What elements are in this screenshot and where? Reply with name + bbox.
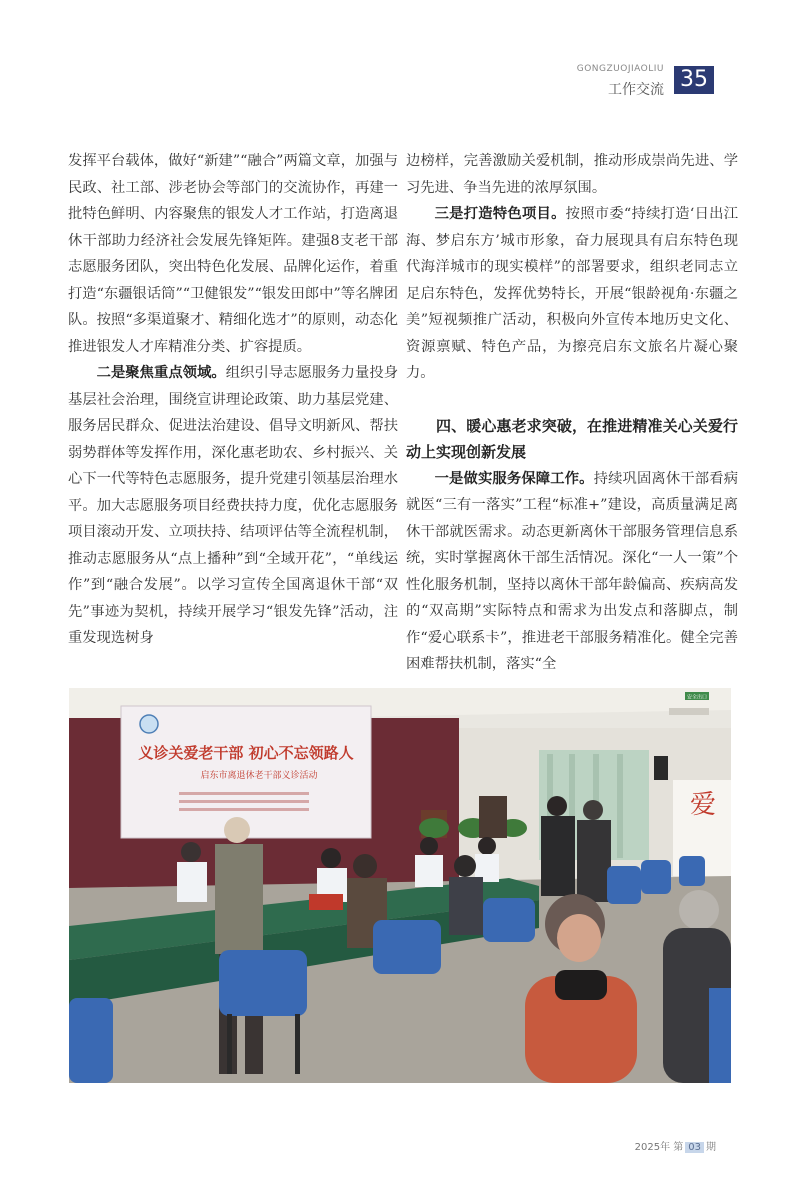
svg-text:爱: 爱 — [689, 790, 717, 820]
page-number: 35 — [674, 66, 714, 94]
paragraph-lead: 三是打造特色项目。 — [434, 206, 566, 222]
paragraph-featured-projects — [406, 201, 738, 387]
paragraph-body: 按照市委“持续打造‘日出江海、梦启东方’城市形象，奋力展现具有启东特色现代海洋城市的现实模样”的部署要求，组织老同志立足启东特色，发挥优势特长，开展“银龄视角·东疆之美”短视频推广活动，积极向外宣传本地历史文化、资源禀赋、特色产品，为擦亮启东文旅名片凝心聚力。 — [406, 206, 738, 381]
paragraph-service-guarantee — [406, 466, 738, 678]
footer-year: 2025年 — [634, 1142, 671, 1153]
page-footer — [635, 1138, 716, 1153]
paragraph-body: 组织引导志愿服务力量投身基层社会治理，围绕宣讲理论政策、助力基层党建、服务居民群众、促进法治建设、倡导文明新风、帮扶弱势群体等发挥作用，深化惠老助农、乡村振兴、关心下一代等特色志愿服务，提升党建引领基层治理水平。加大志愿服务项目经费扶持力度，优化志愿服务项目滚动开发、立项扶持、结项评估等全流程机制，推动志愿服务从“点上播种”到“全域开花”，“单线运作”到“融合发展”。以学习宣传全国离退休干部“双先”事迹为契机，持续开展学习“银发先锋”活动，注重发现选树身 — [68, 365, 399, 646]
svg-text:安全出口: 安全出口 — [686, 694, 708, 701]
right-column — [406, 148, 738, 678]
section-title: 工作交流 — [608, 82, 664, 98]
footer-qi-suffix: 期 — [706, 1142, 716, 1153]
paragraph-focus-areas — [68, 360, 398, 652]
paragraph-body: 持续巩固离休干部看病就医“三有一落实”工程“标准+”建设，高质量满足离休干部就医需求。动态更新离休干部服务管理信息系统，实时掌握离休干部生活情况。深化“一人一策”个性化服务机制，坚持以离休干部年龄偏高、疾病高发的“双高期”实际特点和需求为出发点和落脚点，制作“爱心联系卡”，推进老干部服务精准化。健全完善困难帮扶机制，落实“全 — [406, 470, 739, 672]
photo-illustration — [69, 688, 731, 1083]
section-pinyin: GONGZUOJIAOLIU — [576, 64, 664, 74]
issue-number: 03 — [685, 1142, 704, 1153]
paragraph-continued: 边榜样，完善激励关爱机制，推动形成崇尚先进、学习先进、争当先进的浓厚氛围。 — [406, 153, 738, 196]
paragraph-lead: 二是聚焦重点领域。 — [96, 365, 226, 381]
footer-qi-prefix: 第 — [673, 1142, 684, 1153]
banner-subtitle: 启东市离退休老干部义诊活动 — [200, 771, 318, 781]
paragraph-continued: 发挥平台载体，做好“新建”“融合”两篇文章，加强与民政、社工部、涉老协会等部门的交流协作，再建一批特色鲜明、内容聚焦的银发人才工作站，打造离退休干部助力经济社会发展先锋矩阵。建强8支老干部志愿服务团队，突出特色化发展、品牌化运作，着重打造“东疆银话筒”“卫健银发”“银发田郎中”等名牌团队。按照“多渠道聚才、精细化选才”的原则，动态化推进银发人才库精准分类、扩容提质。 — [68, 153, 398, 355]
section-heading: 四、暖心惠老求突破，在推进精准关心关爱行动上实现创新发展 — [406, 416, 738, 461]
paragraph-lead: 一是做实服务保障工作。 — [434, 470, 594, 487]
banner-title: 义诊关爱老干部 初心不忘领路人 — [138, 744, 354, 762]
event-photo — [69, 688, 731, 1083]
left-column — [68, 148, 398, 652]
